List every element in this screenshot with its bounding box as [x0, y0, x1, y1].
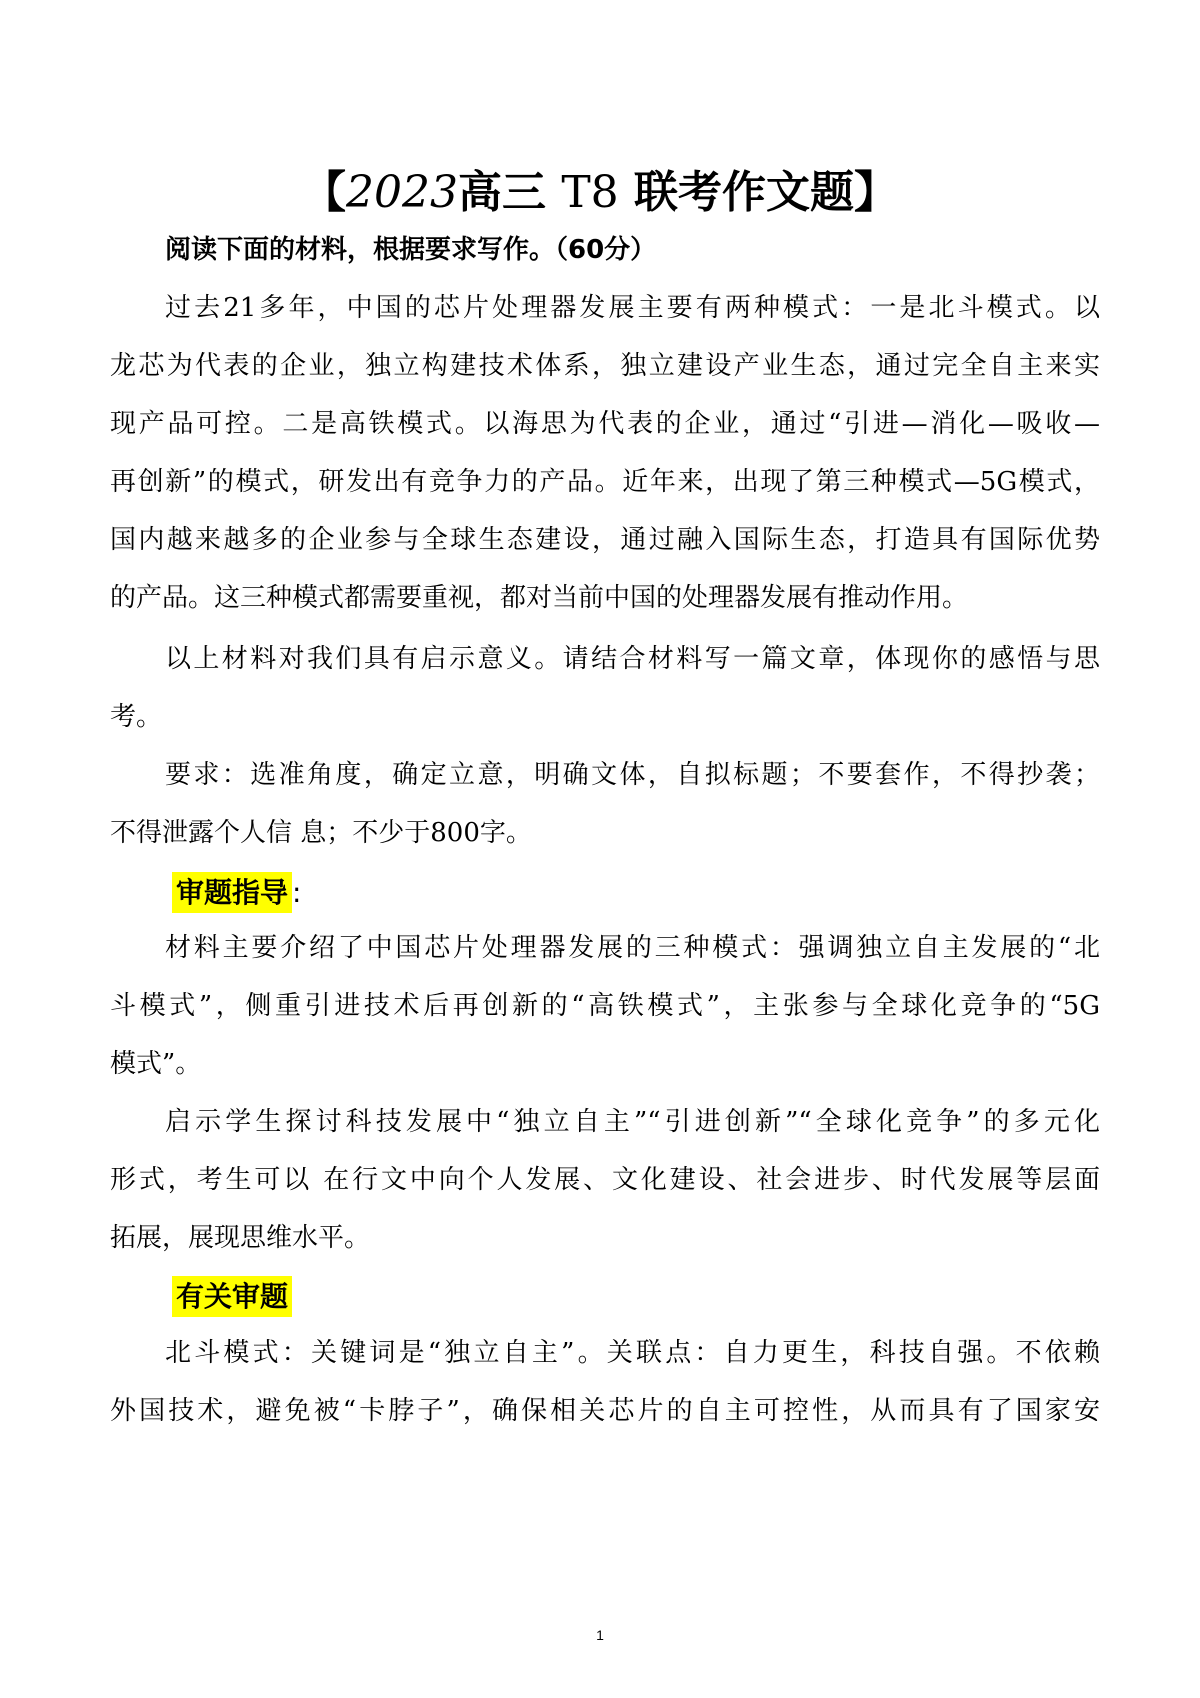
title-rest: 联考作文题 [633, 167, 854, 218]
title-code: T8 [561, 167, 619, 218]
guidance-line: 材料主要介绍了中国芯片处理器发展的三种模式：强调独立自主发展的“北 [165, 933, 1100, 963]
requirements-line: 不得泄露个人信 息；不少于800字。 [110, 818, 532, 848]
section-heading-analysis [172, 1272, 292, 1322]
guidance-line: 斗模式”，侧重引进技术后再创新的“高铁模式”，主张参与全球化竞争的“5G [110, 991, 1100, 1021]
heading-colon: : [292, 876, 302, 909]
guidance-line: 模式”。 [110, 1049, 202, 1079]
title-bracket-close: 】 [853, 167, 898, 218]
requirements-line: 要求：选准角度，确定立意，明确文体，自拟标题；不要套作，不得抄袭； [165, 760, 1100, 790]
guidance-line: 启示学生探讨科技发展中“独立自主”“引进创新”“全球化竞争”的多元化 [165, 1107, 1100, 1137]
title-bracket-open: 【 [302, 167, 346, 218]
title-year: 2023 [346, 167, 458, 218]
page-number: 1 [596, 1627, 604, 1643]
analysis-line: 北斗模式：关键词是“独立自主”。关联点：自力更生，科技自强。不依赖 [165, 1338, 1100, 1368]
material-line: 再创新”的模式，研发出有竞争力的产品。近年来，出现了第三种模式—5G模式， [110, 467, 1100, 497]
guidance-line: 形式，考生可以 在行文中向个人发展、文化建设、社会进步、时代发展等层面 [110, 1165, 1100, 1195]
material-line: 龙芯为代表的企业，独立构建技术体系，独立建设产业生态，通过完全自主来实 [110, 351, 1100, 381]
analysis-line: 外国技术，避免被“卡脖子”，确保相关芯片的自主可控性，从而具有了国家安 [110, 1396, 1100, 1426]
guidance-line: 拓展，展现思维水平。 [110, 1223, 371, 1253]
material-line: 国内越来越多的企业参与全球生态建设，通过融入国际生态，打造具有国际优势 [110, 525, 1100, 555]
section-heading-guidance [172, 868, 301, 918]
highlighted-heading: 有关审题 [172, 1276, 292, 1317]
instruction-text: 阅读下面的材料，根据要求写作。（60分） [165, 235, 657, 265]
page-title [0, 163, 1200, 223]
material-line: 的产品。这三种模式都需要重视，都对当前中国的处理器发展有推动作用。 [110, 583, 969, 613]
material-line: 过去21多年，中国的芯片处理器发展主要有两种模式：一是北斗模式。以 [165, 293, 1100, 323]
prompt-line: 以上材料对我们具有启示意义。请结合材料写一篇文章，体现你的感悟与思 [165, 644, 1100, 674]
title-grade: 高三 [457, 167, 546, 218]
material-line: 现产品可控。二是高铁模式。以海思为代表的企业，通过“引进—消化—吸收— [110, 409, 1100, 439]
highlighted-heading: 审题指导 [172, 872, 292, 913]
prompt-line: 考。 [110, 702, 163, 732]
